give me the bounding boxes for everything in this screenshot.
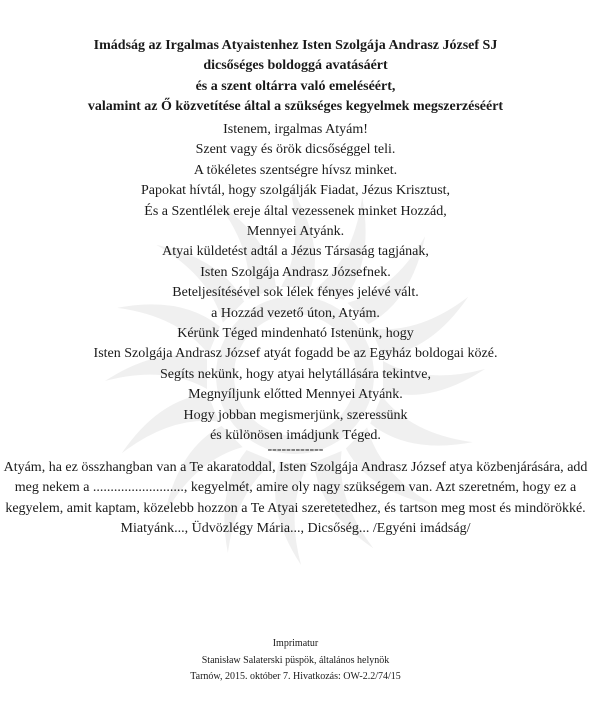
title-line: dicsőséges boldoggá avatásáért [203, 58, 388, 74]
prayer-line: Kérünk Téged mindenható Istenünk, hogy [177, 326, 414, 342]
footer-line: Tarnów, 2015. október 7. Hivatkozás: OW-2.2/74/15 [190, 671, 401, 682]
prayer-line: Papokat hívtál, hogy szolgálják Fiadat, Jézus Krisztust, [140, 183, 451, 199]
footer-line: Imprimatur [272, 638, 319, 649]
petition-line: kegyelmét, amire oly nagy szükségem van. [190, 480, 433, 496]
petition-line: add meg nekem a .........................., [14, 460, 588, 496]
petition-line: Miatyánk..., Üdvözlégy Mária..., Dicsőség... [120, 521, 370, 537]
title-line: és a szent oltárra való emeléséért, [195, 78, 396, 94]
prayer-title [0, 36, 591, 118]
petition-line: /Egyéni imádság/ [372, 521, 471, 537]
prayer-line: Isten Szolgája Andrasz Józsefnek. [200, 264, 391, 280]
prayer-line: Hogy jobban megismerjünk, szeressünk [183, 407, 408, 423]
prayer-line: Atyai küldetést adtál a Jézus Társaság tagjának, [162, 244, 429, 260]
prayer-line: Segíts nekünk, hogy atyai helytállására tekintve, [160, 366, 431, 382]
petition-line: és tartson meg most és mindörökké. [384, 500, 586, 516]
prayer-body [0, 120, 591, 447]
prayer-line: a Hozzád vezető úton, Atyám. [211, 305, 380, 321]
section-separator: ------------ [267, 442, 324, 457]
title-line: valamint az Ő közvetítése által a szükséges kegyelmek megszerzéséért [87, 99, 504, 115]
prayer-line: Megnyíljunk előtted Mennyei Atyánk. [188, 387, 403, 403]
prayer-line: Istenem, irgalmas Atyám! [223, 122, 368, 137]
petition-line: Isten Szolgája Andrasz József atya közbenjárására, [279, 460, 564, 475]
petition-line: Atyám, ha ez összhangban van a Te akaratoddal, [3, 460, 276, 475]
title-line: Imádság az Irgalmas Atyaistenhez Isten Szolgája Andrasz József SJ [93, 38, 498, 53]
prayer-line: A tökéletes szentségre hívsz minket. [193, 162, 398, 178]
petition-body [0, 458, 591, 540]
prayer-line: És a Szentlélek ereje által vezessenek minket Hozzád, [144, 203, 447, 219]
prayer-line: Mennyei Atyánk. [246, 224, 345, 240]
prayer-line: Isten Szolgája Andrasz József atyát fogadd be az Egyház boldogai közé. [93, 346, 498, 362]
petition-line: Azt szeretném, hogy ez a kegyelem, amit kaptam, közelebb hozzon a Te [5, 480, 577, 516]
prayer-line: Szent vagy és örök dicsőséggel teli. [195, 142, 396, 158]
imprimatur-footer [0, 636, 591, 686]
footer-line: Stanisław Salaterski püspök, általános helynök [201, 654, 390, 666]
prayer-line: és különösen imádjunk Téged. [210, 428, 381, 444]
petition-line: Atyai szeretetedhez, [267, 500, 381, 516]
prayer-line: Beteljesítésével sok lélek fényes jelévé vált. [172, 285, 419, 301]
